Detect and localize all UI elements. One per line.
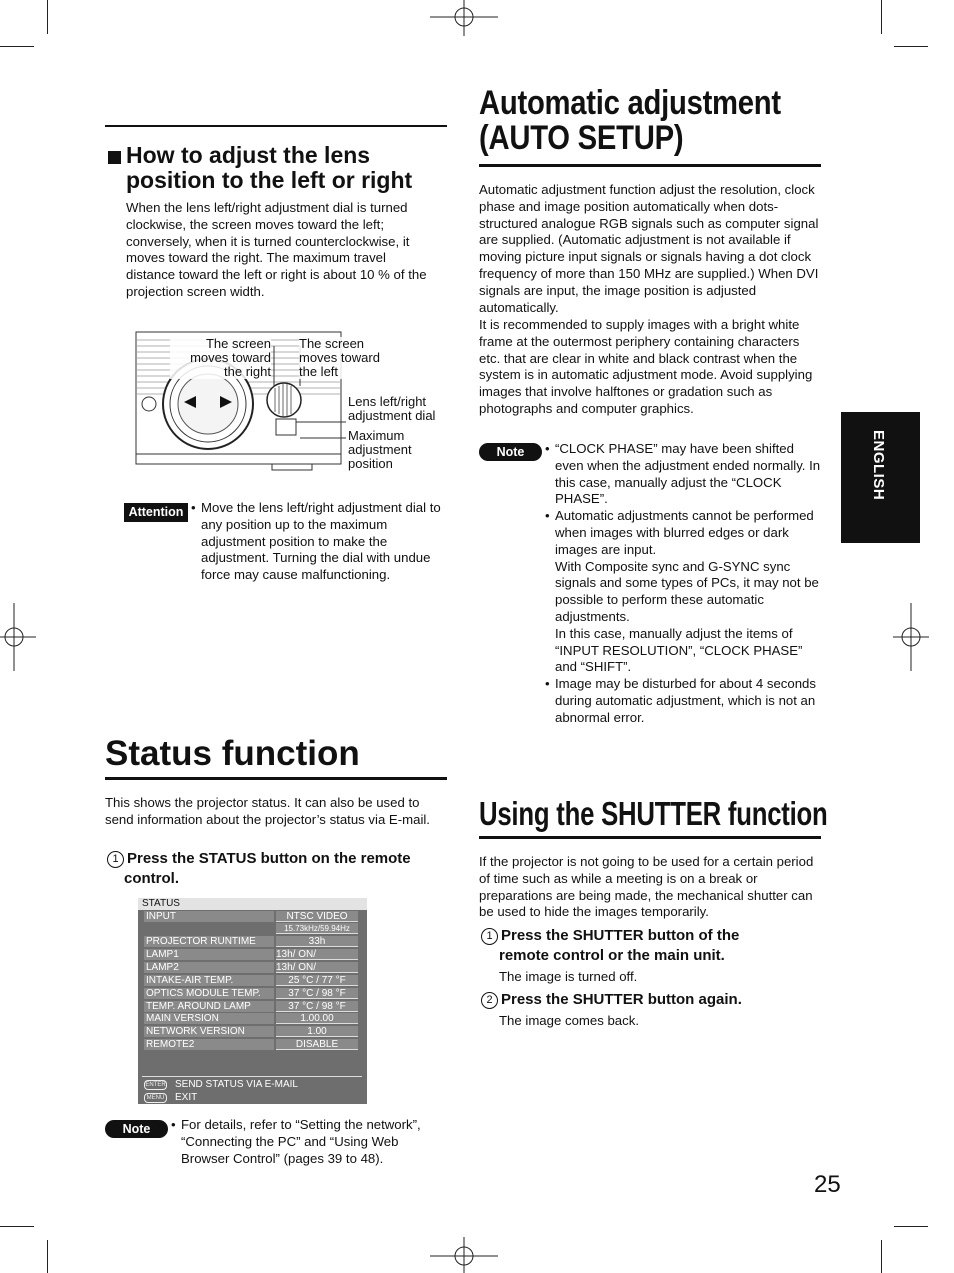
page-number: 25 — [814, 1171, 841, 1198]
shutter-step-2-line1: Press the SHUTTER button again. — [501, 991, 742, 1008]
label-moves-left-line: the left — [299, 364, 339, 379]
registration-mark — [430, 0, 498, 36]
registration-mark — [430, 1237, 498, 1273]
label-max-position-line: position — [348, 456, 393, 471]
status-row-value: 25 °C / 77 °F — [276, 975, 358, 986]
status-row-label: INTAKE-AIR TEMP. — [144, 975, 274, 986]
crop-mark — [0, 1226, 34, 1227]
status-row-label: PROJECTOR RUNTIME — [144, 936, 274, 947]
note-badge: Note — [105, 1120, 168, 1138]
shutter-step-1-line2: remote control or the main unit. — [499, 947, 725, 964]
status-screen-title: STATUS — [138, 898, 367, 910]
shutter-title: Using the SHUTTER function — [479, 795, 828, 832]
label-max-position-line: adjustment — [348, 442, 412, 457]
status-notes — [171, 1117, 446, 1167]
status-row-label: LAMP2 — [144, 962, 274, 973]
crop-mark — [881, 1240, 882, 1273]
status-row-label: LAMP1 — [144, 949, 274, 960]
shutter-step-1-result: The image is turned off. — [499, 969, 638, 984]
status-title-rule — [105, 777, 447, 780]
auto-note-item: • “CLOCK PHASE” may have been shifted even when the adjustment ended normally. In this case, manually adjust the “CLOCK PHASE”. — [545, 441, 823, 508]
status-row-label: MAIN VERSION — [144, 1013, 274, 1024]
auto-title — [479, 86, 789, 156]
status-row-label: INPUT — [144, 911, 274, 922]
auto-body-2: It is recommended to supply images with a bright white frame at the outermost periphery containing characters etc. that are clear in white and black contrast when the system is in automatic adjustment mode. Avoid supplying images that involve halftones or gradation such as photographs and computer graphics. — [479, 317, 813, 416]
label-adjustment-dial-line: adjustment dial — [348, 408, 436, 423]
status-row-value: NTSC VIDEO — [276, 911, 358, 922]
attention-item: • Move the lens left/right adjustment dial to any position up to the maximum adjustment position to make the adjustment. Turning the dial with undue force may cause malfunctioning. — [191, 500, 449, 584]
status-row-value: DISABLE — [276, 1039, 358, 1050]
square-bullet-icon — [108, 151, 121, 164]
auto-notes — [545, 441, 823, 727]
registration-mark — [893, 603, 929, 671]
note-badge: Note — [479, 443, 542, 461]
auto-body-1: Automatic adjustment function adjust the resolution, clock phase and image position automatically when dots-structured analogue RGB signals such as computer signal are supplied. (Automatic adjustment is not available if moving picture input signals or signals having a dot clock frequency of more than 150 MHz are supplied.) When DVI signals are input, the image position is adjusted automatically. — [479, 182, 819, 315]
section-rule — [105, 125, 447, 127]
status-row-label: REMOTE2 — [144, 1039, 274, 1050]
crop-mark — [894, 46, 928, 47]
auto-title-rule — [479, 164, 821, 167]
status-note-item: • For details, refer to “Setting the network”, “Connecting the PC” and “Using Web Browser Control” (pages 39 to 48). — [171, 1117, 446, 1167]
label-adjustment-dial — [348, 395, 448, 423]
enter-key-icon: ENTER — [145, 1082, 166, 1088]
label-moves-right-line: the right — [224, 364, 271, 379]
status-row-value: 1.00 — [276, 1026, 358, 1037]
status-row-value: 13h/ ON/ — [276, 949, 358, 960]
shutter-step-2 — [481, 990, 821, 1010]
crop-mark — [0, 46, 34, 47]
status-row-value: 37 °C / 98 °F — [276, 1001, 358, 1012]
lens-heading-line2: position to the left or right — [126, 167, 413, 193]
crop-mark — [47, 0, 48, 34]
menu-key-icon: MENU — [144, 1093, 167, 1103]
status-row-label: TEMP. AROUND LAMP — [144, 1001, 274, 1012]
status-body: This shows the projector status. It can also be used to send information about the projector’s status via E-mail. — [105, 795, 430, 827]
label-moves-left — [299, 337, 399, 379]
crop-mark — [894, 1226, 928, 1227]
status-step-1 — [107, 849, 452, 889]
attention-badge: Attention — [124, 503, 188, 522]
language-side-tab — [841, 412, 920, 543]
label-moves-left-line: moves toward — [299, 350, 380, 365]
lens-heading-line1: How to adjust the lens — [126, 142, 371, 168]
auto-note-text: With Composite sync and G-SYNC sync signals and some types of PCs, it may not be possible to perform these automatic adjustments. — [555, 558, 819, 624]
label-moves-left-line: The screen — [299, 336, 365, 351]
label-max-position-line: Maximum — [348, 428, 405, 443]
status-row-label: NETWORK VERSION — [144, 1026, 274, 1037]
status-row-value: 13h/ ON/ — [276, 962, 358, 973]
menu-action-label: EXIT — [175, 1092, 198, 1103]
auto-note-text: • Automatic adjustments cannot be performed when images with blurred edges or dark images are input. — [555, 508, 814, 557]
label-adjustment-dial-line: Lens left/right — [348, 394, 427, 409]
shutter-title-rule — [479, 836, 821, 839]
status-screen-divider — [142, 1076, 362, 1077]
auto-note-text: In this case, manually adjust the items of “INPUT RESOLUTION”, “CLOCK PHASE” and “SHIFT”. — [555, 625, 803, 675]
auto-note-item: • Image may be disturbed for about 4 seconds during automatic adjustment, which is not an abnormal error. — [545, 676, 823, 726]
status-step-1-line2: control. — [124, 870, 179, 887]
status-title: Status function — [105, 734, 360, 773]
status-screen-menu-row[interactable] — [144, 1092, 197, 1103]
auto-note-item — [545, 508, 823, 676]
registration-mark — [0, 603, 36, 671]
enter-action-label: SEND STATUS VIA E-MAIL — [175, 1079, 298, 1090]
status-row-value: 15.73kHz/59.94Hz — [276, 923, 358, 934]
auto-title-line2: (AUTO SETUP) — [479, 119, 684, 157]
status-row-label: OPTICS MODULE TEMP. — [144, 988, 274, 999]
language-side-tab-label: ENGLISH — [870, 430, 887, 501]
step-number-icon: 1 — [107, 851, 124, 868]
label-moves-right-line: moves toward — [190, 350, 271, 365]
lens-body: When the lens left/right adjustment dial is turned clockwise, the screen moves toward the left; conversely, when it is turned counterclockwise, it moves toward the right. The maximum travel distance toward the left or right is about 10 % of the projection screen width. — [126, 200, 427, 299]
lens-heading — [126, 143, 456, 193]
label-moves-right-line: The screen — [205, 336, 271, 351]
auto-title-line1: Automatic adjustment — [479, 84, 781, 122]
shutter-body: If the projector is not going to be used for a certain period of time such as while a meeting is on a break or preparations are being made, the mechanical shutter can be used to hide the images temporarily. — [479, 854, 814, 920]
status-screen-enter-row[interactable] — [144, 1079, 298, 1090]
step-number-icon: 1 — [481, 928, 498, 945]
step-number-icon: 2 — [481, 992, 498, 1009]
label-max-position — [348, 429, 448, 471]
label-moves-right — [170, 337, 271, 379]
status-row-value: 1.00.00 — [276, 1013, 358, 1024]
attention-list — [191, 500, 449, 584]
crop-mark — [47, 1240, 48, 1273]
status-screen — [138, 898, 367, 1104]
status-row-value: 37 °C / 98 °F — [276, 988, 358, 999]
shutter-step-1-line1: Press the SHUTTER button of the — [501, 927, 740, 944]
status-row-value: 33h — [276, 936, 358, 947]
status-step-1-line1: Press the STATUS button on the remote — [127, 850, 411, 867]
shutter-step-2-result: The image comes back. — [499, 1013, 639, 1028]
shutter-step-1 — [481, 926, 821, 966]
crop-mark — [881, 0, 882, 34]
